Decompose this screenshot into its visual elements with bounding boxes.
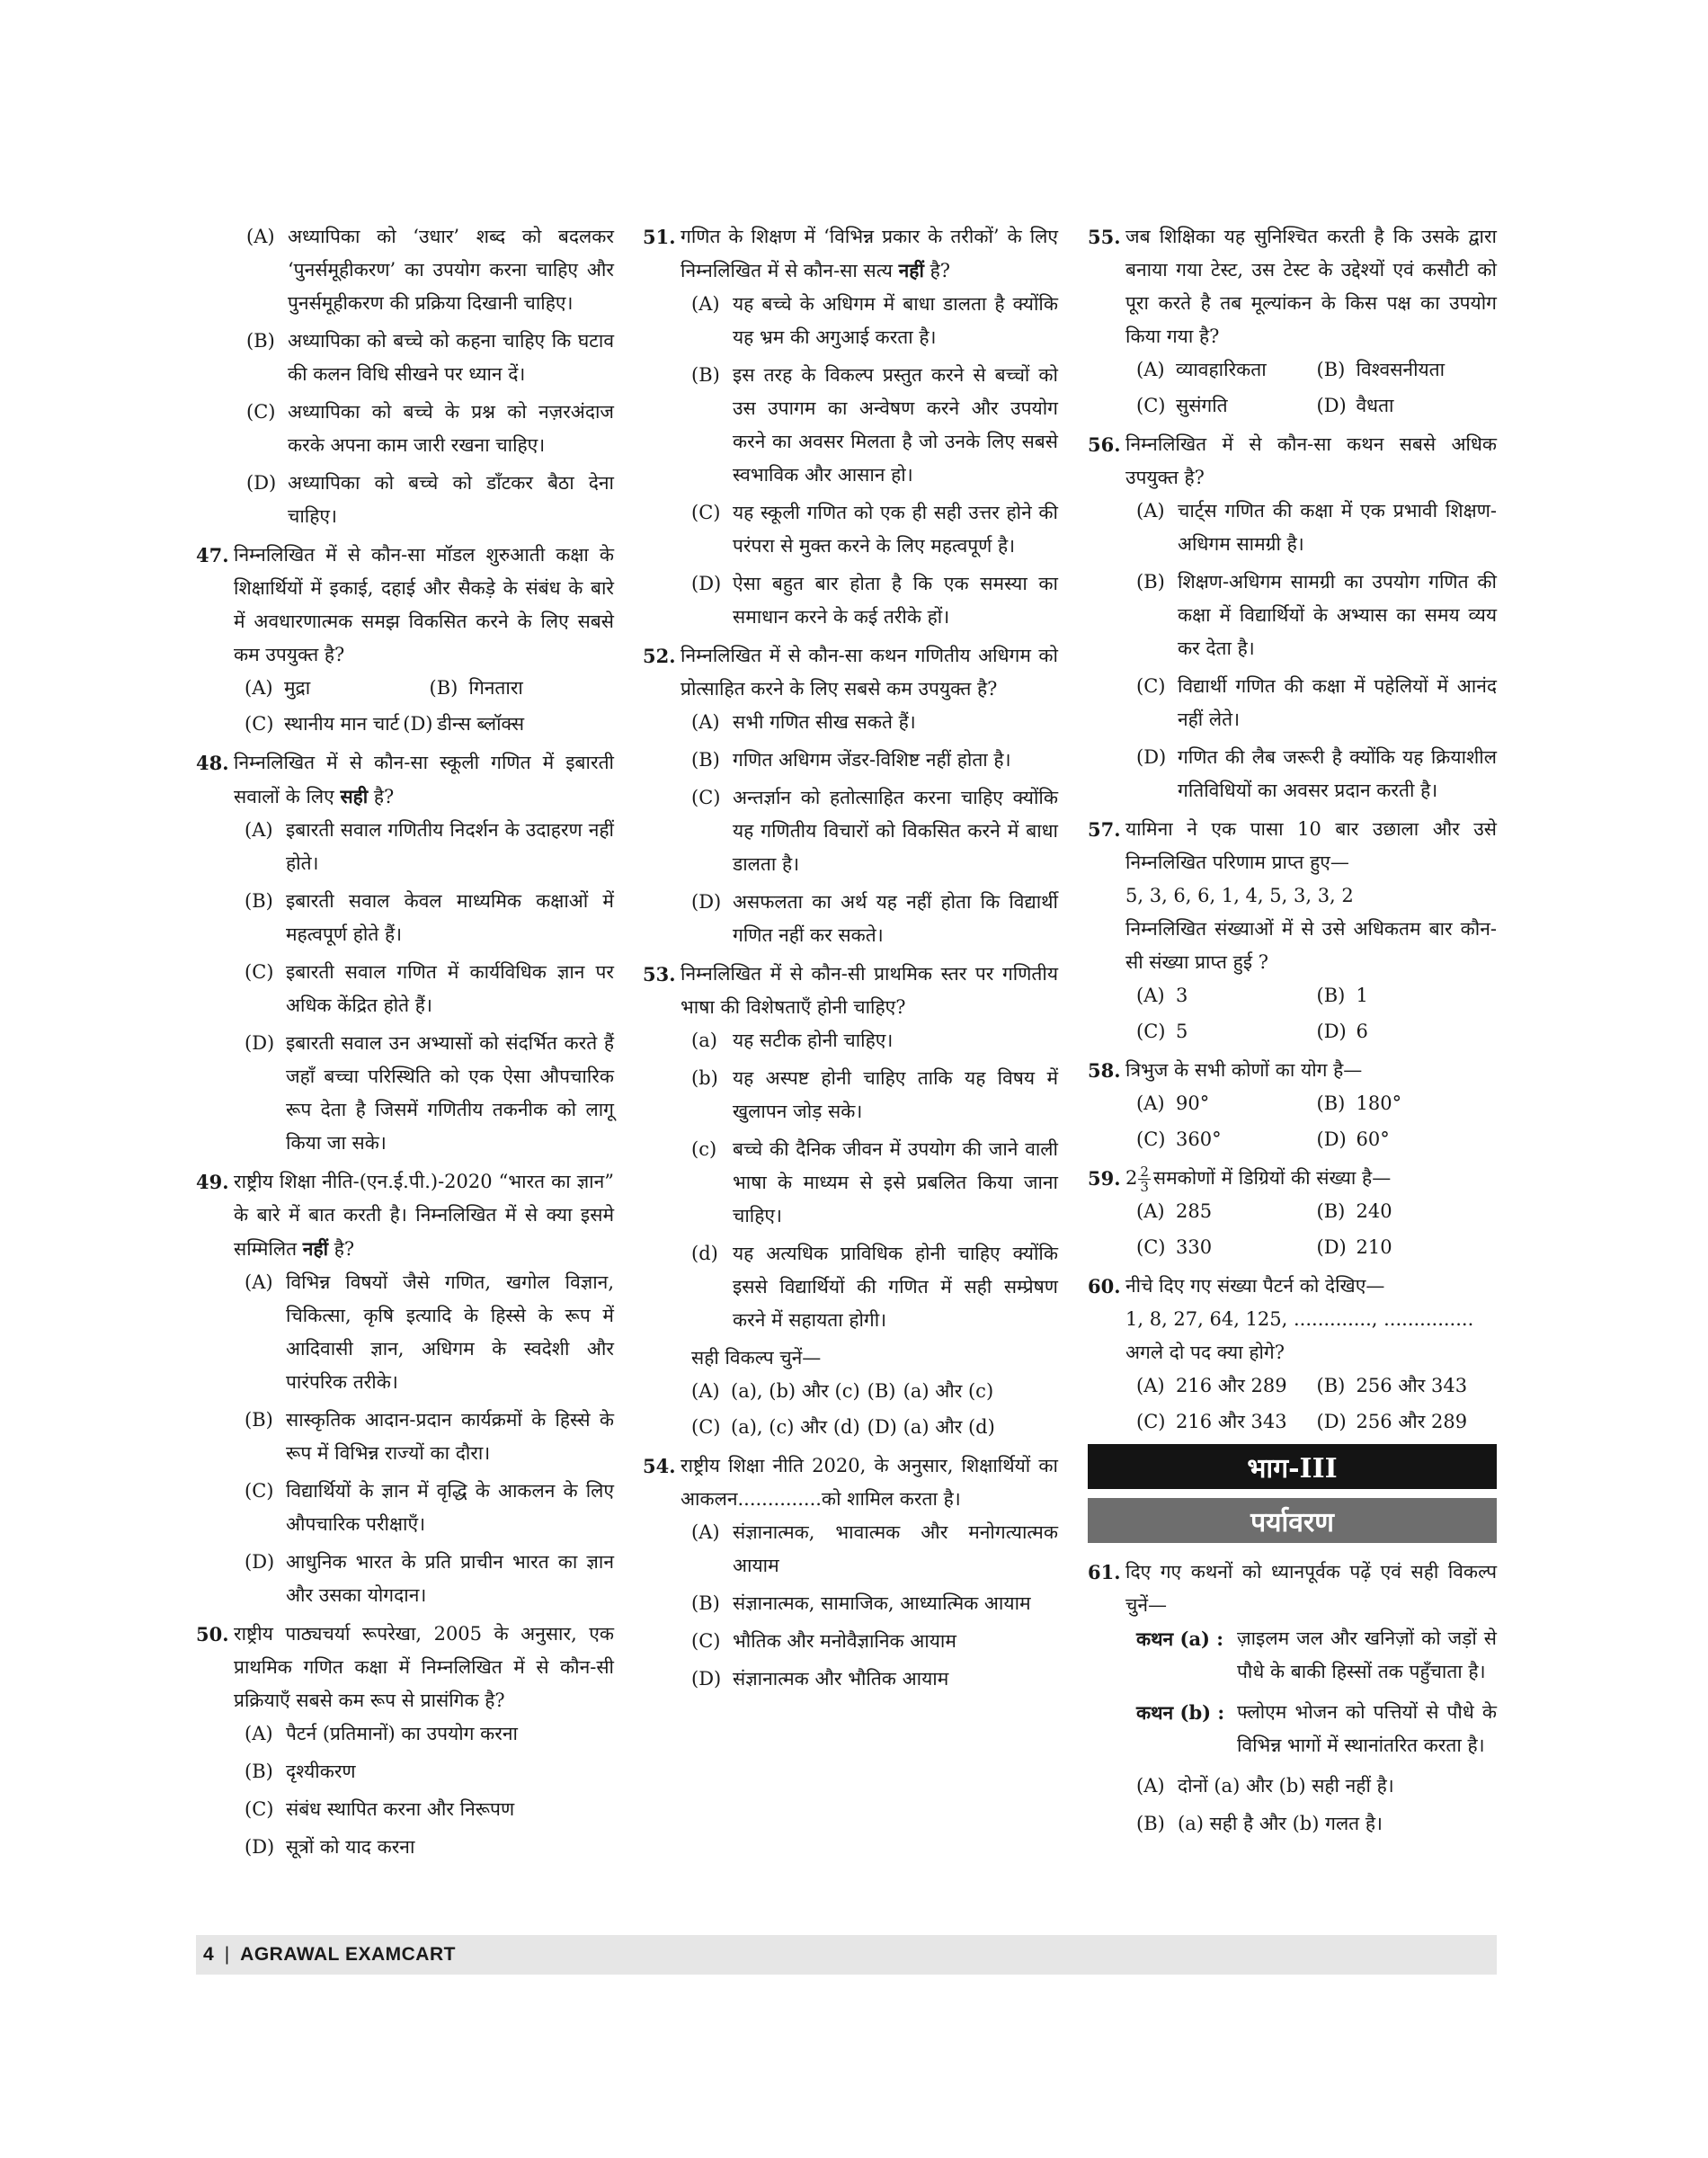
option-a: (A) दोनों (a) और (b) सही नहीं है। xyxy=(1136,1775,1394,1797)
option-c: (C) संबंध स्थापित करना और निरूपण xyxy=(245,1798,515,1820)
options-row: (C) 216 और 343 (D) 256 और 289 xyxy=(1136,1411,1468,1432)
column-2 xyxy=(643,220,1058,1701)
options-row: (C) सुसंगति (D) वैधता xyxy=(1136,395,1394,416)
statement-d: (d) यह अत्यधिक प्राविधिक होनी चाहिए क्योंकि इससे विद्यार्थियों की गणित में सही सम्प्रेषण करने में सहायता होगी। xyxy=(691,1243,1058,1331)
option-b: (B) सास्कृतिक आदान-प्रदान कार्यक्रमों के हिस्से के रूप में विभिन्न राज्यों का दौरा। xyxy=(245,1409,614,1464)
option-d: (D) ऐसा बहुत बार होता है कि एक समस्या का समाधान करने के कई तरीके हों। xyxy=(691,573,1058,628)
question-number: 51. xyxy=(643,226,676,248)
question-number: 48. xyxy=(196,752,229,774)
options-row: (A) मुद्रा (B) गिनतारा xyxy=(245,677,523,699)
question-55 xyxy=(1088,220,1497,423)
question-text: राष्ट्रीय शिक्षा नीति-(एन.ई.पी.)-2020 “भारत का ज्ञान” के बारे में बात करती है। निम्नलिखित में से क्या इसमे सम्मिलित नहीं है? xyxy=(234,1171,614,1260)
question-text: निम्नलिखित में से कौन-सा स्कूली गणित में इबारती सवालों के लिए सही है? xyxy=(234,752,614,807)
part-heading: भाग-III xyxy=(1088,1444,1497,1489)
column-3 xyxy=(1088,220,1497,1846)
options-row: (A) 90° (B) 180° xyxy=(1136,1092,1402,1114)
question-59 xyxy=(1088,1162,1497,1264)
option-b: (B) इस तरह के विकल्प प्रस्तुत करने से बच्चों को उस उपागम का अन्वेषण करने और उपयोग करने का अवसर मिलता है जो उनके लिए सबसे स्वभाविक और आसान हो। xyxy=(691,364,1058,486)
question-49 xyxy=(196,1165,614,1612)
question-number: 59. xyxy=(1088,1167,1121,1190)
question-53 xyxy=(643,958,1058,1444)
options-row: (C) (a), (c) और (d) (D) (a) और (d) xyxy=(691,1416,995,1438)
question-text: राष्ट्रीय पाठ्यचर्या रूपरेखा, 2005 के अनुसार, एक प्राथमिक गणित कक्षा में निम्नलिखित में से कौन-सी प्रक्रियाएँ सबसे कम रूप से प्रासंगिक है? xyxy=(234,1623,614,1711)
option-a: (A) यह बच्चे के अधिगम में बाधा डालता है क्योंकि यह भ्रम की अगुआई करता है। xyxy=(691,293,1058,348)
question-text: दिए गए कथनों को ध्यानपूर्वक पढ़ें एवं सही विकल्प चुनें— xyxy=(1125,1561,1497,1616)
choose-instruction: सही विकल्प चुनें— xyxy=(691,1347,822,1369)
statement-b: कथन (b) : फ्लोएम भोजन को पत्तियों से पौधे के विभिन्न भागों में स्थानांतरित करता है। xyxy=(1136,1701,1497,1756)
option-c: (C) अन्तर्ज्ञान को हतोत्साहित करना चाहिए क्योंकि यह गणितीय विचारों को विकसित करने में बाधा डालता है। xyxy=(691,787,1058,875)
question-58 xyxy=(1088,1054,1497,1156)
question-51 xyxy=(643,220,1058,634)
question-text: नीचे दिए गए संख्या पैटर्न को देखिए— 1, 8, 27, 64, 125, ............., ............... अगले दो पद क्या होगे? xyxy=(1125,1275,1474,1363)
question-text: निम्नलिखित में से कौन-सा मॉडल शुरुआती कक्षा के शिक्षार्थियों में इकाई, दहाई और सैकड़े के संबंध के बारे में अवधारणात्मक समझ विकसित करने के लिए सबसे कम उपयुक्त है? xyxy=(234,544,614,665)
options-row: (C) 330 (D) 210 xyxy=(1136,1236,1392,1258)
option-c: (C) इबारती सवाल गणित में कार्यविधिक ज्ञान पर अधिक केंद्रित होते हैं। xyxy=(245,961,614,1016)
options-row: (C) स्थानीय मान चार्ट (D) डीन्स ब्लॉक्स xyxy=(245,713,525,735)
question-60 xyxy=(1088,1270,1497,1439)
option-a: (A) पैटर्न (प्रतिमानों) का उपयोग करना xyxy=(245,1723,518,1744)
options-row: (A) 3 (B) 1 xyxy=(1136,985,1368,1006)
question-number: 53. xyxy=(643,963,676,985)
options-row: (A) 216 और 289 (B) 256 और 343 xyxy=(1136,1375,1468,1396)
question-56 xyxy=(1088,428,1497,807)
options-row: (C) 5 (D) 6 xyxy=(1136,1021,1368,1042)
question-number: 47. xyxy=(196,544,229,566)
option-b: (B) इबारती सवाल केवल माध्यमिक कक्षाओं में महत्वपूर्ण होते हैं। xyxy=(245,890,614,945)
option-d: (D) आधुनिक भारत के प्रति प्राचीन भारत का ज्ञान और उसका योगदान। xyxy=(245,1551,614,1606)
question-number: 60. xyxy=(1088,1275,1121,1297)
statement-b: (b) यह अस्पष्ट होनी चाहिए ताकि यह विषय में खुलापन जोड़ सके। xyxy=(691,1067,1058,1122)
question-61 xyxy=(1088,1556,1497,1841)
question-number: 54. xyxy=(643,1455,676,1477)
column-1 xyxy=(196,220,614,1869)
question-46-continuation xyxy=(196,220,614,533)
question-47 xyxy=(196,539,614,741)
option-b: (B) दृश्यीकरण xyxy=(245,1761,356,1782)
page-footer xyxy=(196,1935,1497,1975)
question-text: यामिना ने एक पासा 10 बार उछाला और उसे निम्नलिखित परिणाम प्राप्त हुए— 5, 3, 6, 6, 1, 4, 5, 3, 3, 2 निम्नलिखित संख्याओं में से उसे अधिकतम बार कौन-सी संख्या प्राप्त हुई ? xyxy=(1125,818,1497,973)
question-number: 61. xyxy=(1088,1561,1121,1583)
option-d: (D) अध्यापिका को बच्चे को डाँटकर बैठा देना चाहिए। xyxy=(246,472,614,527)
option-d: (D) असफलता का अर्थ यह नहीं होता कि विद्यार्थी गणित नहीं कर सकते। xyxy=(691,891,1058,946)
option-d: (D) संज्ञानात्मक और भौतिक आयाम xyxy=(691,1668,949,1690)
question-text: 2 $\frac{2}{3}$ समकोणों में डिग्रियों की संख्या है— xyxy=(1125,1164,1392,1195)
question-57 xyxy=(1088,813,1497,1048)
statement-c: (c) बच्चे की दैनिक जीवन में उपयोग की जाने वाली भाषा के माध्यम से इसे प्रबलित किया जाना चाहिए। xyxy=(691,1138,1058,1226)
option-b: (B) (a) सही है और (b) गलत है। xyxy=(1136,1813,1383,1834)
option-c: (C) भौतिक और मनोवैज्ञानिक आयाम xyxy=(691,1630,956,1652)
question-number: 50. xyxy=(196,1623,229,1645)
question-text: राष्ट्रीय शिक्षा नीति 2020, के अनुसार, शिक्षार्थियों का आकलन..............को शामिल करता है। xyxy=(681,1455,1058,1510)
mixed-number-whole: 2 xyxy=(1125,1167,1138,1189)
statement-a: (a) यह सटीक होनी चाहिए। xyxy=(691,1030,894,1051)
option-b: (B) शिक्षण-अधिगम सामग्री का उपयोग गणित की कक्षा में विद्यार्थियों के अभ्यास का समय व्यय कर देता है। xyxy=(1136,571,1497,659)
option-c: (C) अध्यापिका को बच्चे के प्रश्न को नज़रअंदाज करके अपना काम जारी रखना चाहिए। xyxy=(246,401,614,456)
option-b: (B) अध्यापिका को बच्चे को कहना चाहिए कि घटाव की कलन विधि सीखने पर ध्यान दें। xyxy=(246,330,614,385)
question-number: 58. xyxy=(1088,1059,1121,1082)
option-a: (A) संज्ञानात्मक, भावात्मक और मनोगत्यात्मक आयाम xyxy=(691,1521,1058,1576)
question-number: 49. xyxy=(196,1171,229,1193)
question-text: निम्नलिखित में से कौन-सी प्राथमिक स्तर पर गणितीय भाषा की विशेषताएँ होनी चाहिए? xyxy=(681,963,1058,1018)
options-row: (A) (a), (b) और (c) (B) (a) और (c) xyxy=(691,1380,994,1402)
statement-a: कथन (a) : ज़ाइलम जल और खनिज़ों को जड़ों से पौधे के बाकी हिस्सों तक पहुँचाता है। xyxy=(1136,1627,1497,1682)
fraction: $\frac{2}{3}$ xyxy=(1140,1164,1149,1195)
option-c: (C) विद्यार्थी गणित की कक्षा में पहेलियों में आनंद नहीं लेते। xyxy=(1136,675,1497,730)
question-text: जब शिक्षिका यह सुनिश्चित करती है कि उसके द्वारा बनाया गया टेस्ट, उस टेस्ट के उद्देश्यों एवं कसौटी को पूरा करते है तब मूल्यांकन के किस पक्ष का उपयोग किया गया है? xyxy=(1125,226,1497,347)
question-54 xyxy=(643,1449,1058,1696)
option-d: (D) इबारती सवाल उन अभ्यासों को संदर्भित करते हैं जहाँ बच्चा परिस्थिति को एक ऐसा औपचारिक रूप देता है जिसमें गणितीय तकनीक को लागू किया जा सके। xyxy=(245,1032,614,1154)
footer-separator: | xyxy=(224,1944,230,1965)
question-text: निम्नलिखित में से कौन-सा कथन सबसे अधिक उपयुक्त है? xyxy=(1125,433,1497,488)
options-row: (C) 360° (D) 60° xyxy=(1136,1128,1390,1150)
option-c: (C) यह स्कूली गणित को एक ही सही उत्तर होने की परंपरा से मुक्त करने के लिए महत्वपूर्ण है। xyxy=(691,502,1058,557)
option-a: (A) विभिन्न विषयों जैसे गणित, खगोल विज्ञान, चिकित्सा, कृषि इत्यादि के हिस्से के रूप में आदिवासी ज्ञान, अधिगम के स्वदेशी और पारंपरिक तरीके। xyxy=(245,1271,614,1393)
option-a: (A) अध्यापिका को ‘उधार’ शब्द को बदलकर ‘पुनर्समूहीकरण’ का उपयोग करना चाहिए और पुनर्समूहीकरण की प्रक्रिया दिखानी चाहिए। xyxy=(246,226,614,314)
option-a: (A) इबारती सवाल गणितीय निदर्शन के उदाहरण नहीं होते। xyxy=(245,819,614,874)
question-text: निम्नलिखित में से कौन-सा कथन गणितीय अधिगम को प्रोत्साहित करने के लिए सबसे कम उपयुक्त है? xyxy=(681,645,1058,700)
option-d: (D) सूत्रों को याद करना xyxy=(245,1836,415,1858)
question-50 xyxy=(196,1618,614,1864)
question-number: 52. xyxy=(643,645,676,667)
question-text: त्रिभुज के सभी कोणों का योग है— xyxy=(1125,1059,1363,1081)
options-row: (A) व्यावहारिकता (B) विश्वसनीयता xyxy=(1136,359,1446,380)
question-52 xyxy=(643,639,1058,952)
question-number: 57. xyxy=(1088,818,1121,841)
option-a: (A) सभी गणित सीख सकते हैं। xyxy=(691,711,916,733)
option-b: (B) संज्ञानात्मक, सामाजिक, आध्यात्मिक आयाम xyxy=(691,1592,1031,1614)
question-number: 55. xyxy=(1088,226,1121,248)
option-b: (B) गणित अधिगम जेंडर-विशिष्ट नहीं होता है। xyxy=(691,749,1011,771)
question-text: गणित के शिक्षण में ‘विभिन्न प्रकार के तरीकों’ के लिए निम्नलिखित में से कौन-सा सत्य नहीं है? xyxy=(681,226,1058,281)
section-heading: पर्यावरण xyxy=(1088,1498,1497,1543)
option-d: (D) गणित की लैब जरूरी है क्योंकि यह क्रियाशील गतिविधियों का अवसर प्रदान करती है। xyxy=(1136,746,1497,801)
options-row: (A) 285 (B) 240 xyxy=(1136,1200,1392,1222)
question-48 xyxy=(196,746,614,1160)
option-a: (A) चार्ट्स गणित की कक्षा में एक प्रभावी शिक्षण-अधिगम सामग्री है। xyxy=(1136,500,1497,555)
page-number: 4 xyxy=(203,1944,214,1965)
brand-logo-text: AGRAWAL EXAMCART xyxy=(240,1944,456,1965)
question-number: 56. xyxy=(1088,433,1121,456)
option-c: (C) विद्यार्थियों के ज्ञान में वृद्धि के आकलन के लिए औपचारिक परीक्षाएँ। xyxy=(245,1480,614,1535)
